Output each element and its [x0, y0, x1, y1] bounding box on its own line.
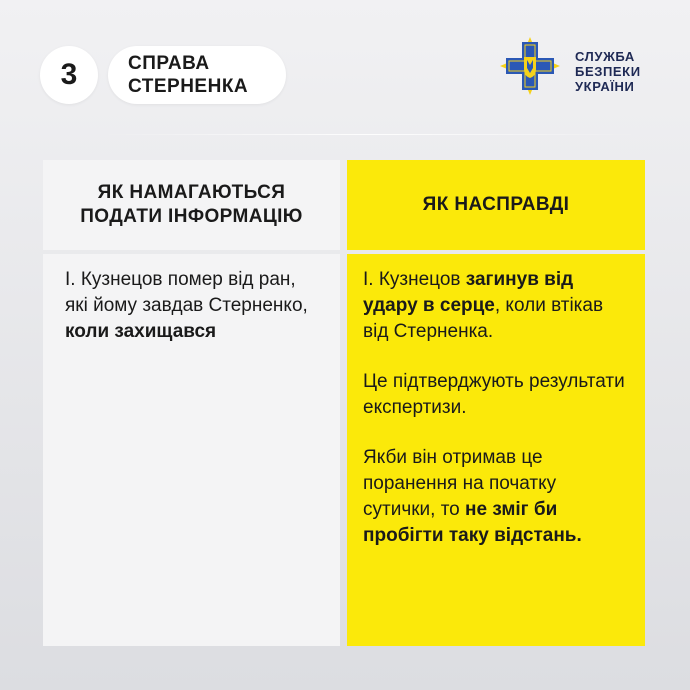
section-number-badge: 3	[40, 46, 98, 104]
left-heading-line1: ЯК НАМАГАЮТЬСЯ	[97, 182, 286, 203]
p3-part-a: Якби він отримав це поранення на початку сутички, то	[363, 447, 557, 520]
p1-part-c: , коли втікав від Стерненка.	[363, 295, 604, 342]
sbu-logo-line1: СЛУЖБА	[575, 49, 635, 64]
right-fact-p3	[363, 445, 629, 549]
p1-part-b: загинув від удару в серце	[363, 269, 574, 316]
left-column-body	[43, 254, 340, 646]
section-title-line2: СТЕРНЕНКА	[128, 76, 249, 97]
p3-part-b: не зміг би пробігти таку відстань.	[363, 499, 582, 546]
section-title-line1: СПРАВА	[128, 53, 210, 74]
p1-part-a: І. Кузнецов	[363, 269, 466, 290]
left-column-heading	[43, 160, 340, 250]
sbu-logo-text	[575, 49, 641, 94]
sbu-logo-line2: БЕЗПЕКИ	[575, 64, 641, 79]
sbu-emblem-icon	[498, 36, 562, 96]
right-column-heading	[347, 160, 645, 250]
sbu-logo-line3: УКРАЇНИ	[575, 79, 635, 94]
left-claim-normal: І. Кузнецов помер від ран, які йому завдав Стерненко,	[65, 269, 308, 316]
right-fact-p2: Це підтверджують результати експертизи.	[363, 371, 625, 418]
right-column-body	[347, 254, 645, 646]
right-heading-text: ЯК НАСПРАВДІ	[422, 194, 570, 215]
left-claim-bold: коли захищався	[65, 321, 217, 342]
left-claim-text	[65, 267, 320, 345]
right-fact-p1	[363, 267, 629, 345]
header-divider	[100, 134, 640, 135]
section-title	[108, 46, 286, 104]
sbu-logo	[498, 36, 650, 96]
left-heading-line2: ПОДАТИ ІНФОРМАЦІЮ	[80, 206, 303, 227]
